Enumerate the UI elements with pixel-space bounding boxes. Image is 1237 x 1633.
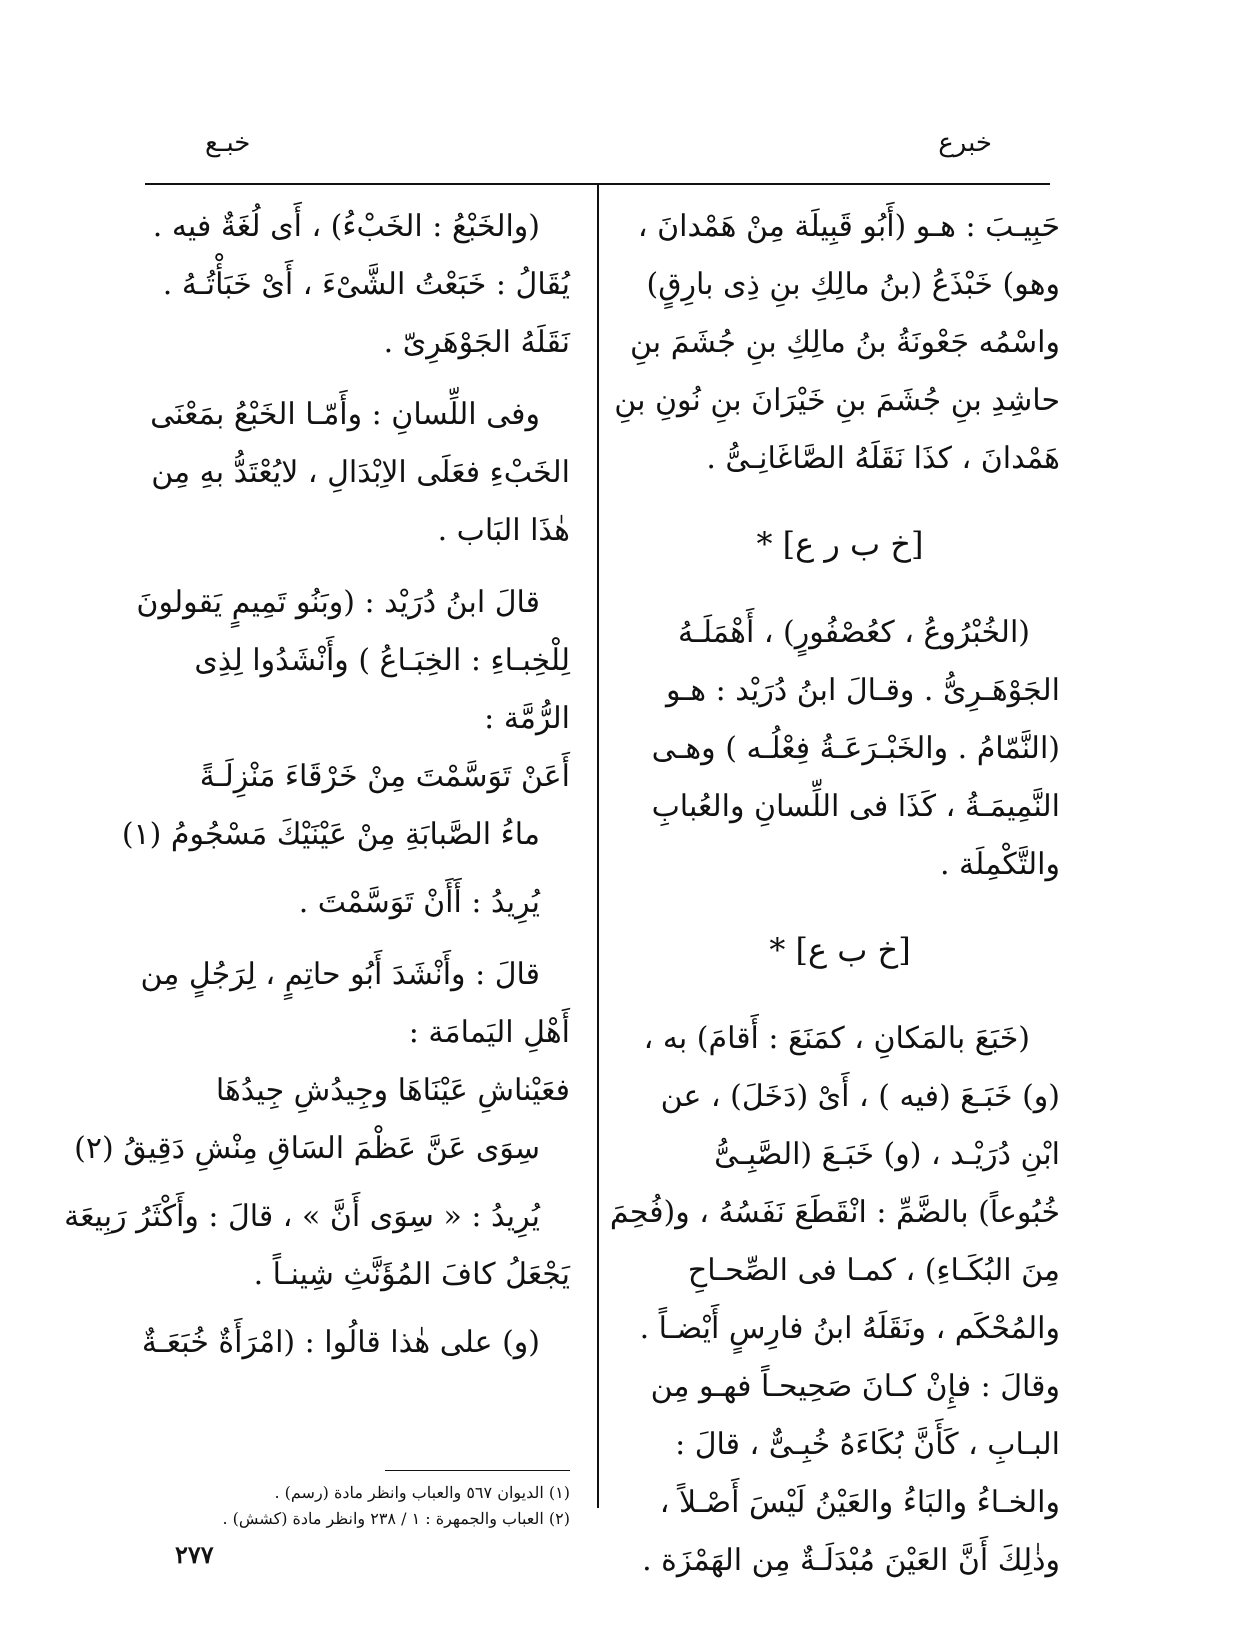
- text-line: (النَّمّامُ . والخَبْـرَعَـةُ فِعْلُـه ) وهـى: [651, 731, 1060, 766]
- text-line: أَهْلِ اليَمامَة :: [408, 1015, 570, 1050]
- text-line: نَقَلَهُ الجَوْهَرِىّ .: [383, 325, 570, 360]
- text-line: قالَ ابنُ دُرَيْد : (وبَنُو تَمِيمٍ يَقولونَ: [136, 585, 540, 620]
- running-header-left: خبـع: [205, 128, 251, 158]
- page-number: ٢٧٧: [175, 1540, 214, 1569]
- text-line: الجَوْهَـرِىُّ . وقـالَ ابنُ دُرَيْد : هـو: [666, 673, 1060, 708]
- entry-khaba: [609, 1010, 1060, 1590]
- text-line: واسْمُه جَعْونَةُ بنُ مالِكِ بنِ جُشَمَ بنِ: [629, 325, 1060, 360]
- text-line: وقالَ : فإِنْ كـانَ صَحِيحـاً فهـو مِن: [650, 1369, 1060, 1404]
- text-line: والخـاءُ والبَاءُ والعَيْنُ لَيْسَ أَصْـلاً ،: [659, 1485, 1060, 1520]
- text-line: هٰذَا البَاب .: [437, 513, 570, 548]
- text-line: يُرِيدُ : « سِوَى أَنَّ » ، قالَ : وأَكْثَرُ رَبِيعَة: [64, 1199, 540, 1234]
- paragraph: [140, 198, 570, 372]
- footnote: (٢) العباب والجمهرة : ١ / ٢٣٨ وانظر مادة (كشش) .: [222, 1509, 570, 1528]
- text-line: وذٰلِكَ أَنَّ العَيْنَ مُبْدَلَـةٌ مِن الهَمْزَة .: [642, 1543, 1060, 1578]
- text-line: والمُحْكَم ، ونَقَلَهُ ابنُ فارِسٍ أَيْضـاً .: [639, 1311, 1060, 1346]
- footnote-rule: [385, 1470, 570, 1471]
- root-heading-khbr: [خ ب ر ع] *: [756, 525, 924, 563]
- verse-line: سِوَى عَنَّ عَظْمَ السَاقِ مِنْشِ دَقِيقُ (٢): [74, 1131, 540, 1166]
- text-line: (و) على هٰذا قالُوا : (امْرَأَةٌ خُبَعَـةٌ: [141, 1325, 540, 1360]
- left-column: [64, 198, 570, 1372]
- text-line: لِلْخِبـاءِ : الخِبَـاعُ ) وأَنْشَدُوا لِذِى: [194, 643, 570, 678]
- text-line: الخَبْءِ فعَلَى الاِبْدَالِ ، لايُعْتَدُّ بهِ مِن: [151, 455, 570, 490]
- paragraph: [136, 574, 570, 748]
- text-line: حَبِيـبَ : هـو (أَبُو قَبِيلَة مِنْ هَمْدانَ ،: [637, 209, 1060, 244]
- text-line: (خَبَعَ بالمَكانِ ، كمَنَعَ : أَقامَ) به ،: [643, 1021, 1030, 1056]
- paragraph: [140, 946, 570, 1062]
- verse-line: فعَيْناشِ عَيْنَاهَا وجِيدُشِ جِيدُهَا: [215, 1073, 570, 1108]
- verse-line: ماءُ الصَّبابَةِ مِنْ عَيْنَيْكَ مَسْجُومُ (١): [121, 817, 540, 852]
- verse: [121, 748, 570, 864]
- text-line: يُرِيدُ : أَأَنْ تَوَسَّمْتَ .: [298, 885, 540, 920]
- text-line: الرُّمَّة :: [484, 701, 570, 736]
- text-line: وفى اللِّسانِ : وأَمّـا الخَبْعُ بمَعْنَى: [150, 397, 540, 432]
- text-line: يَجْعَلُ كافَ المُؤَنَّثِ شِينـاً .: [253, 1257, 570, 1292]
- footnotes: [160, 1480, 570, 1532]
- verse: [74, 1062, 570, 1178]
- paragraph: [64, 1188, 570, 1304]
- text-line: النَّمِيمَـةُ ، كَذَا فى اللِّسانِ والعُبابِ: [651, 789, 1060, 824]
- text-line: خُبُوعاً) بالضَّمِّ : انْقَطَعَ نَفَسُهُ ، و(فُحِمَ: [609, 1195, 1060, 1230]
- entry-continuation: [614, 198, 1060, 488]
- text-line: قالَ : وأَنْشَدَ أَبُو حاتِمٍ ، لِرَجُلٍ مِن: [140, 957, 540, 992]
- text-line: وهو) خَبْذَعُ (بنُ مالِكِ بنِ ذِى بارِقٍ): [646, 267, 1060, 302]
- text-line: حاشِدِ بنِ جُشَمَ بنِ خَيْرَانَ بنِ نُونِ بنِ: [614, 383, 1060, 418]
- column-divider: [597, 183, 599, 1508]
- paragraph: [140, 386, 570, 560]
- verse-line: أَعَنْ تَوَسَّمْتَ مِنْ خَرْقَاءَ مَنْزِلَـةً: [199, 759, 570, 794]
- root-heading-khb: [خ ب ع] *: [769, 931, 911, 969]
- text-line: ابْنِ دُرَيْـد ، (و) خَبَـعَ (الصَّبِـىُّ: [714, 1137, 1060, 1172]
- text-line: (الخُبْرُوعُ ، كعُصْفُورٍ) ، أَهْمَلَـهُ: [678, 615, 1030, 650]
- right-column: [609, 198, 1060, 1590]
- text-line: (و) خَبَـعَ (فيه ) ، أَىْ (دَخَلَ) ، عن: [660, 1079, 1060, 1114]
- text-line: مِنَ البُكَـاءِ) ، كمـا فى الصِّحـاحِ: [687, 1253, 1060, 1288]
- text-line: البـابِ ، كَأَنَّ بُكَاءَهُ خُبِـىٌّ ، قالَ :: [675, 1427, 1060, 1462]
- text-line: يُقَالُ : خَبَعْتُ الشَّىْءَ ، أَىْ خَبَأْتُـهُ .: [162, 267, 570, 302]
- entry-khubru: [620, 604, 1060, 894]
- text-line: (والخَبْعُ : الخَبْءُ) ، أَى لُغَةٌ فيه .: [152, 209, 540, 244]
- text-line: هَمْدانَ ، كذَا نَقَلَهُ الصَّاغَانِـىُّ .: [706, 441, 1060, 476]
- footnote: (١) الديوان ٥٦٧ والعباب وانظر مادة (رسم) .: [274, 1483, 570, 1502]
- text-line: والتَّكْمِلَة .: [939, 847, 1060, 882]
- running-header-right: خبرع: [938, 128, 992, 158]
- paragraph: [140, 1314, 570, 1372]
- paragraph: [140, 874, 570, 932]
